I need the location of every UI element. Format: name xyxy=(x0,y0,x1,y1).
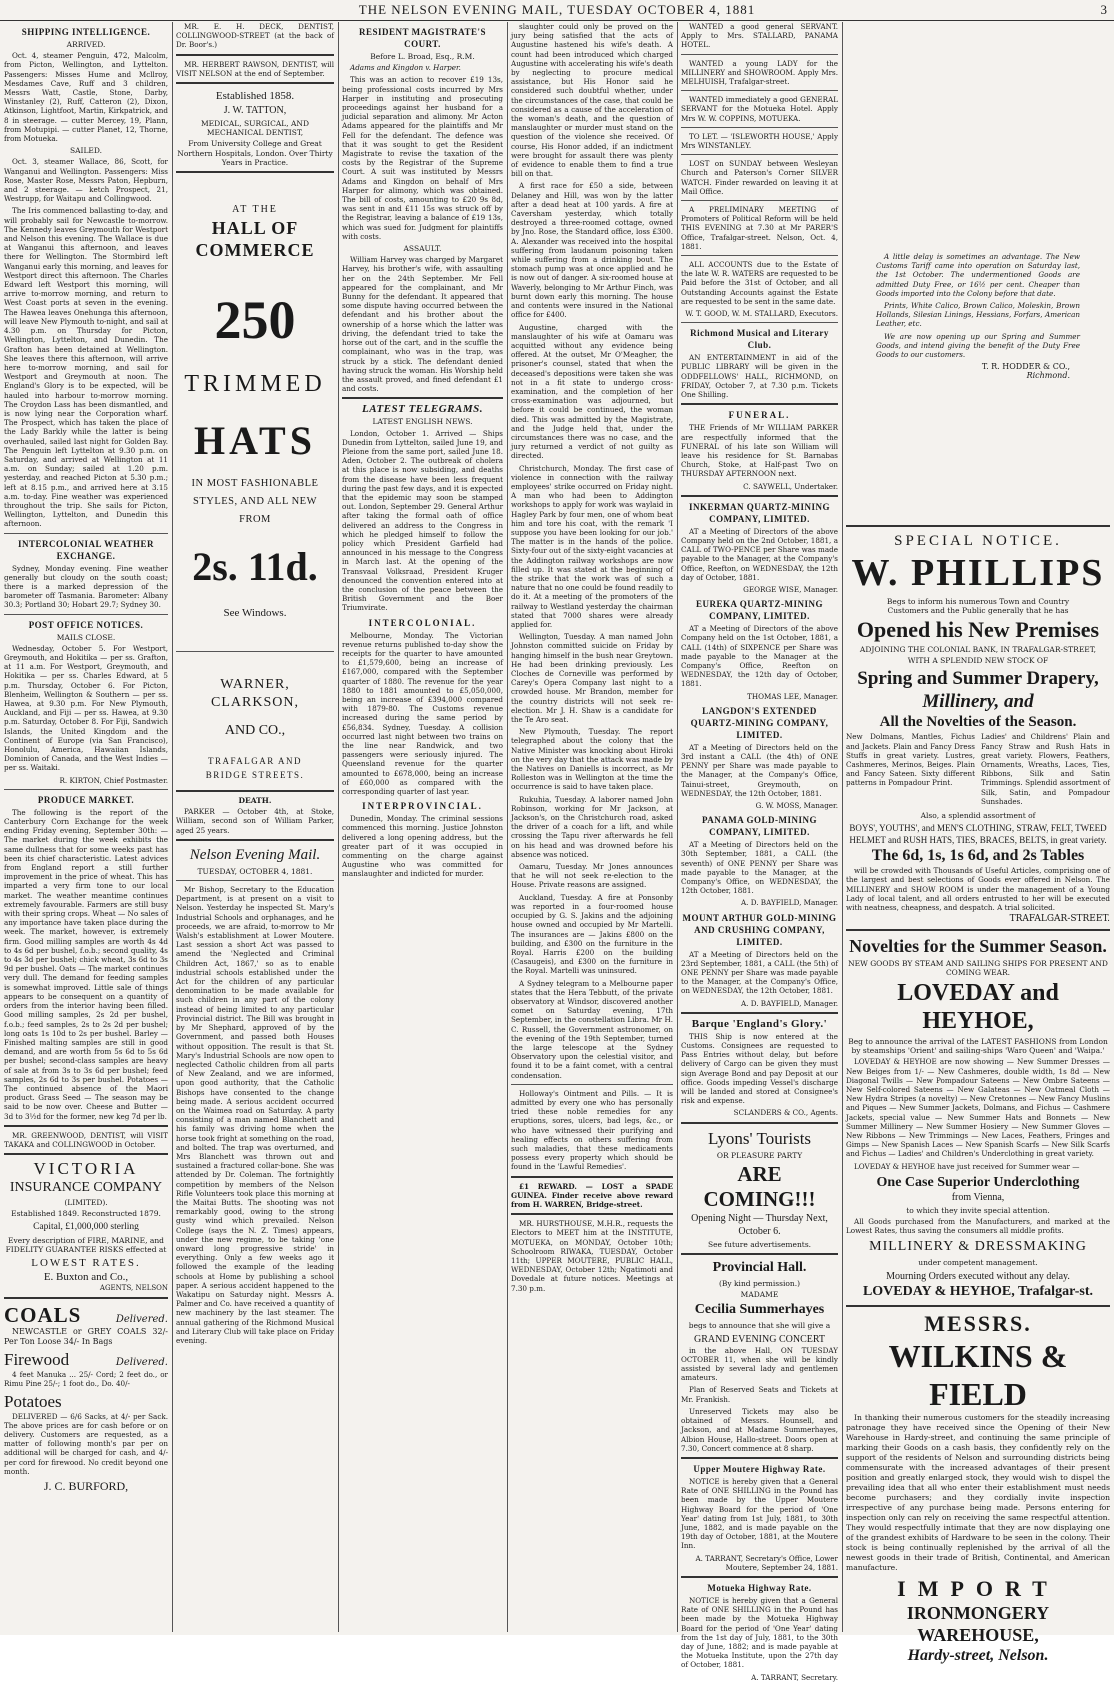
panama-manager: A. D. BAYFIELD, Manager. xyxy=(740,898,838,908)
tatton-established: Established 1858. xyxy=(215,90,295,103)
coals-header xyxy=(4,1303,168,1327)
weather-heading: INTERCOLONIAL WEATHER EXCHANGE. xyxy=(18,538,154,561)
sailed-heading: SAILED. xyxy=(69,146,103,156)
masthead xyxy=(0,0,1114,21)
mourning-orders: Mourning Orders executed without any delay. xyxy=(886,1270,1070,1282)
firewood-title: Firewood xyxy=(4,1350,70,1370)
wanted-general-ad: WANTED immediately a good GENERAL SERVANT for the Motueka Hotel. Apply Mrs W. W. COPPINS, MOTUEKA. xyxy=(681,95,838,123)
spring-drapery: Spring and Summer Drapery, xyxy=(857,668,1099,690)
and-co: AND CO., xyxy=(224,723,286,739)
telegrams-heading: LATEST TELEGRAMS. xyxy=(362,403,483,416)
inkerman-heading: INKERMAN QUARTZ-MINING COMPANY, LIMITED. xyxy=(689,501,830,524)
new-goods: NEW GOODS BY STEAM AND SAILING SHIPS FOR PRESENT AND COMING WEAR. xyxy=(848,958,1108,977)
lyons-tourists: Lyons' Tourists xyxy=(707,1128,812,1148)
motueka-text: NOTICE is hereby given that a General Rate of ONE SHILLING in the Pound has been made by the Motueka Highway Board for the period of 'One Year' dating from the 1st day of July, 1881, to the 30th day of June, 1882; and is made payable at the Motueka Institute, upon the 27th day of October, 1881. xyxy=(681,1595,838,1670)
columns xyxy=(0,22,1114,1682)
death-heading: DEATH. xyxy=(238,796,272,806)
meeting-ad: A PRELIMINARY MEETING of Promoters of Political Reform will be held THIS EVENING at 7.30 at Mr PARER'S Office, Trafalgar-street. Nelson, Oct. 4, 1881. xyxy=(681,205,838,251)
inkerman-manager: GEORGE WISE, Manager. xyxy=(743,584,838,594)
coals-delivered: Delivered. xyxy=(115,1314,168,1326)
opened-premises: Opened his New Premises xyxy=(856,617,1100,643)
also-text: Also, a splendid assortment of xyxy=(920,811,1036,821)
column-1 xyxy=(4,22,168,1632)
millinery-dressmaking: MILLINERY & DRESSMAKING xyxy=(869,1239,1087,1255)
insurance-text: Every description of FIRE, MARINE, and FIDELITY GUARANTEE RISKS effected at xyxy=(5,1235,167,1254)
loveday-heading: LOVEDAY and HEYHOE, xyxy=(897,979,1059,1034)
provincial-sub: (By kind permission.) xyxy=(718,1279,801,1289)
funeral-text: THE Friends of Mr WILLIAM PARKER are respectfully informed that the FUNERAL of his late son William will leave his residence for St. Barnabas Church, Stoke, at Half-past Two on THURSDAY AFTERNOON next. xyxy=(681,423,838,479)
sailed-text: Oct. 3, steamer Wallace, 86, Scott, for Wanganui and Wellington. Passengers: Miss Rose, Master Rose, Messrs Paton, Hepburn, and 2 steerage. — ketch Prospect, 21, Westrupp, for Waitapu and Collingwood. xyxy=(4,157,168,204)
inkerman-text: AT a Meeting of Directors of the above Company held on the 2nd October, 1881, a CALL of TWO-PENCE per Share was made payable to the Manager, at the Company's Office, Reefton, on WEDNESDAY, the 12th day of October, 1881. xyxy=(681,526,838,582)
potatoes-title: Potatoes xyxy=(4,1391,62,1411)
wanted-lady-ad: WANTED a young LADY for the MILLINERY and SHOWROOM. Apply Mrs. MELHUISH, Trafalgar-street. xyxy=(681,58,838,87)
loveday-received: LOVEDAY & HEYHOE have just received for Summer wear — xyxy=(854,1161,1080,1171)
panama-text: AT a Meeting of Directors held on the 30th September, 1881, a CALL (the seventh) of ONE PENNY per Share was made payable to the Manager, at the Company's Office, on WEDNESDAY, the 12th October, 1881. xyxy=(681,840,838,896)
produce-heading: PRODUCE MARKET. xyxy=(37,794,135,805)
col4-text-2: A first race for £50 a side, between Delaney and Hill, was won by the latter after a dead heat at 100 yards. A fire at Caversham yesterday, which totally destroyed a three-roomed cottage, owned by Jno. Rose, the Standard office, loss £300. A. Alexander was received into the hospital suffering from laudanum poisoning taken while suffering from a drinking bout. The stomach pump was at once applied and he is now out of danger. A six-roomed house at Waverly, belonging to Mr Arthur Finch, was burnt down early this morning. The house and contents were insured in the National office for £400. xyxy=(511,181,673,320)
english-news-heading: LATEST ENGLISH NEWS. xyxy=(372,417,473,427)
lost-watch-ad: LOST on SUNDAY between Wesleyan Church and Paterson's Corner SILVER WATCH. Finder rewarded on leaving it at Mail Office. xyxy=(681,159,838,196)
column-2 xyxy=(176,22,334,1632)
wellington-text: Wellington, Tuesday. A man named John Johnston committed suicide on Friday by hanging himself in the bush near Greytown. He had been drinking previously. Les Cloches de Corneville was performed by Carey's Opera Company last night to a crowded house. Mr Brandon, member for the country districts will not seek re-election. Mr J. H. Shaw is a candidate for the Te Aro seat. xyxy=(511,632,673,725)
eureka-text: AT a Meeting of Directors of the above Company held on the 1st October, 1881, a CALL (14th) of SIXPENCE per Share was made payable to the Manager at the Company's Office, Reefton on WEDNESDAY, the 12th day of October, 1881. xyxy=(681,624,838,689)
intercolonial-text: Melbourne, Monday. The Victorian revenue returns published to-day show the receipts for the quarter to have amounted to £1,579,600, being an increase of £167,000, compared with the September quarter of 1880. The revenue for the year 1880 to 1881 amounted to £5,050,000, being an increase of £394,000 compared with 1879-80. The Customs revenue increased during the same period by £56,834. Sydney, Tuesday. A collision occurred last night between two trains on the line near Randwick, and two passengers were seriously injured. The Queensland revenue for the quarter amounted to £678,000, being an increase of £60,000 as compared with the corresponding quarter of last year. xyxy=(342,630,503,797)
court-heading: RESIDENT MAGISTRATE'S COURT. xyxy=(359,27,486,49)
deck-ad: MR. E. H. DECK, DENTIST, COLLINGWOOD-STREET (at the back of Dr. Boor's.) xyxy=(176,22,334,50)
are-coming: ARE COMING!!! xyxy=(703,1161,816,1211)
goods-right: Ladies' and Childrens' Plain and Fancy Straw and Rush Hats in great variety. Flowers, Feathers, Ornaments, Wreaths, Laces, Ties, Ribbons, Silk and Satin Trimmings. Splendid assortment of Silk, Satin, and Pompadour Sunshades. xyxy=(981,732,1110,806)
opening-notice: We are now opening up our Spring and Summer Goods, and intend giving the benefit of the Duty Free Goods to our customers. xyxy=(876,331,1080,360)
provincial-hall: Provincial Hall. xyxy=(712,1260,807,1276)
hats: HATS xyxy=(194,418,316,464)
goods-lists xyxy=(846,732,1110,809)
insurance-title: VICTORIA xyxy=(33,1159,139,1179)
interprovincial-text: Dunedin, Monday. The criminal sessions commenced this morning. Justice Johnston delivered a long opening address, but the greater part of it was occupied in commenting on the charge against Augustine who was committed for manslaughter and indicted for murder. xyxy=(342,814,503,879)
season-novelties: All the Novelties of the Season. xyxy=(879,714,1077,731)
insurance-rates: LOWEST RATES. xyxy=(31,1256,141,1269)
vienna-text: to which they invite special attention. xyxy=(906,1205,1050,1215)
warner-clarkson: WARNER, CLARKSON, xyxy=(211,677,299,711)
undertaker: C. SAYWELL, Undertaker. xyxy=(743,481,838,491)
sydney-text: A Sydney telegram to a Melbourne paper states that the Hera Tebbutt, of the private observatory at Windsor, discovered another comet on Saturday evening, 17th September, in the constellation Libra. Mr H. C. Russell, the Government astronomer, on the evening of the 19th September, turned the large telescope at the Sydney Observatory upon the celestial visitor, and found it to be a faint comet, with a central condensation. xyxy=(511,978,673,1080)
arrived-heading: ARRIVED. xyxy=(66,40,106,49)
cecilia-text: begs to announce that she will give a xyxy=(688,1321,831,1331)
coals-title: COALS xyxy=(4,1303,82,1328)
paper-date: TUESDAY, OCTOBER 4, 1881. xyxy=(197,866,313,876)
firewood-text: 4 feet Manuka ... 25/- Cord; 2 feet do., or Rimu Pine 25/-; 1 foot do., Do. 40/- xyxy=(4,1370,168,1389)
funeral-heading: FUNERAL. xyxy=(728,410,791,421)
wilkins-field: WILKINS & FIELD xyxy=(888,1337,1068,1412)
ship-news: The Iris commenced ballasting to-day, and will probably sail for Newcastle to-morrow. The Kennedy leaves Greymouth for Westport and Nelson this evening. The Wallace is due at Wanganui this afternoon, and leaves there for Wellington. The Stormbird left Wanganui early this morning, and leaves for Westport direct this afternoon. The Charles Edward left Westport this morning, will arrive to-morrow morning, and return to West Coast ports at seven in the evening. The Hawea leaves Onehunga this afternoon, will leave New Plymouth to-night, and sail at 4.30 p.m. on Thursday for Picton, Wellington, Lyttelton, and Dunedin. The Grafton has been detained at Wellington. She leaves there this afternoon, will arrive here to-morrow morning, and sail for Westport and Greymouth at noon. The England's Glory is to be expected, will be hauled into harbour to-morrow morning. The Croydon Lass has been dismantled, and is now lying near the Corporation wharf. The Prospect, which has taken the place of the Lady Barkly while the latter is being overhauled, sailed last night for Golden Bay. The Penguin left Lyttelton at 9.30 p.m. on Saturday, and arrived at Wellington at 11 a.m. on Sunday; sailed at 1.20 p.m. yesterday, and reached Picton at 5.30 p.m.; left at 8.15 p.m., and arrived here at 3.15 a.m. to-day. Fine weather was experienced throughout the trip. She sails for Picton, Wellington, Lyttelton, and Dunedin this afternoon. xyxy=(4,206,168,529)
assault-text: William Harvey was charged by Margaret Harvey, his brother's wife, with assaulting her on the 24th September. Mr Fell appeared for the complainant, and Mr Bunny for the defendant. It appeared that some dispute having occurred between the defendant and his brother about the ownership of a horse which the latter was driving, the defendant tried to take the horse out of the cart, and in the scuffle the complainant, who was in the trap, was struck by a stick. The defendant denied having struck the woman. His Worship held the assault proved, and fined defendant £1 and costs. xyxy=(342,255,503,394)
entertainment-ad: AN ENTERTAINMENT in aid of the PUBLIC LIBRARY will be given in the ODDFELLOWS' HALL, RICHMOND, on FRIDAY, October 7, at 7.30 p.m. Tickets One Shilling. xyxy=(681,353,838,400)
loveday-text: Beg to announce the arrival of the LATEST FASHIONS from London by steamships 'Orient' and sailing-ships 'Waro Queen' and 'Waipa.' xyxy=(848,1036,1108,1056)
goods-left: New Dolmans, Mantles, Fichus and Jackets. Plain and Fancy Dress Stuffs in great variety. Lustres, Cashmeres, Merinos, Beiges. Plain and Fancy Sateen. Sixty different patterns in Pompadour Print. xyxy=(846,732,975,788)
phillips-text: Begs to inform his numerous Town and Country Customers and the Public generally that he has xyxy=(886,596,1070,615)
interprovincial-heading: INTERPROVINCIAL. xyxy=(362,801,483,812)
eureka-heading: EUREKA QUARTZ-MINING COMPANY, LIMITED. xyxy=(696,599,823,622)
cecilia-name: Cecilia Summerhayes xyxy=(694,1302,825,1318)
special-notice: SPECIAL NOTICE. xyxy=(894,532,1062,549)
hardy-street: Hardy-street, Nelson. xyxy=(907,1646,1049,1664)
tariff-notice: A little delay is sometimes an advantage. The New Customs Tariff came into operation on Saturday last, the 1st October. The undermentioned Goods are admitted Duty Free, or 16½ per cent. Cheaper than Goods imported into the Colony before that date. xyxy=(876,252,1080,298)
see-windows: See Windows. xyxy=(223,607,287,620)
executors: W. T. GOOD, W. M. STALLARD, Executors. xyxy=(685,309,838,319)
post-heading: POST OFFICE NOTICES. xyxy=(28,619,144,630)
intercolonial-heading: INTERCOLONIAL. xyxy=(368,617,477,628)
upper-moutere-heading: Upper Moutere Highway Rate. xyxy=(693,1463,826,1474)
estate-ad: ALL ACCOUNTS due to the Estate of the late W. R. WATERS are requested to be Paid before the 31st of October, and all Outstanding Accounts against the Estate are requested to be sent in the same date. xyxy=(681,260,838,306)
insurance-limited: (LIMITED). xyxy=(64,1198,108,1208)
adjoining-bank: ADJOINING THE COLONIAL BANK, IN TRAFALGAR-STREET, xyxy=(859,645,1097,655)
at-the: AT THE xyxy=(232,204,278,216)
plan-text: Plan of Reserved Seats and Tickets at Mr. Frankish. xyxy=(681,1385,838,1404)
column-6 xyxy=(846,22,1110,1664)
eureka-manager: THOMAS LEE, Manager. xyxy=(747,691,838,701)
messrs: MESSRS. xyxy=(924,1310,1032,1336)
hats-price: 2s. 11d. xyxy=(192,544,318,590)
telegrams-text: London, October 1. Arrived — Ships Dunedin from Lyttelton, sailed June 19, and Pleione from the same port, sailed June 18. Aden, October 2. The outbreak of cholera at this place is now subsiding, and deaths from the disease have been less frequent during the past few days, and it is expected that the epidemic may soon be stamped out. London, September 29. General Arthur after taking the formal oath of office delivered an address to the Congress in which he pledged himself to follow the policy which President Garfield had announced in his message to the Congress in March last. At the opening of the Transvaal Volksraad, President Kruger denounced the convention entered into at the conclusion of the peace between the British Government and the Boer Triumvirate. xyxy=(342,428,503,613)
column-6-blank xyxy=(846,22,1110,252)
wilkins-text: In thanking their numerous customers for the steadily increasing patronage they have received since the Opening of their New Warehouse in Hardy-street, and continuing the same principle of marking their Goods on a cash basis, they confidently rely on the support of the residents of Nelson and surrounding districts being commensurate with the increased advantages of their present position and greatly enlarged stock, they would wish to dispel the prevailing idea that all who enter their establishment must needs become purchasers; and they cordially invite inspection irrespective of any purchase being made. Persons entering for inspection only can rely on receiving the same respectful attention. They would respectfully intimate that they are now displaying one of the grandest exhibits of Hardware to be seen in the colony. Their stock is being continually replenished by the arrival of all the newest goods in their trade of British, Continental, and American manufacture. xyxy=(846,1412,1110,1572)
new-plymouth-text: New Plymouth, Tuesday. The report telegraphed about the colony that the Native Minister was knocking about Hiroki on the very day that the attack was made by the Natives on Daniells is incorrect, as Mr Rolleston was in Wellington at the time the occurrence is said to have taken place. xyxy=(511,727,673,792)
all-goods: All Goods purchased from the Manufacturers, and marked at the Lowest Rates, thus saving the consumers all middle profits. xyxy=(846,1216,1110,1236)
wanted-servant-ad: WANTED a good general SERVANT. Apply to Mrs. STALLARD, PANAMA HOTEL. xyxy=(681,22,838,50)
page-number: 3 xyxy=(1100,2,1108,17)
tatton-title: MEDICAL, SURGICAL, AND MECHANICAL DENTIST, xyxy=(201,119,309,138)
burford-name: J. C. BURFORD, xyxy=(43,1478,129,1493)
editorial: Mr Bishop, Secretary to the Education Department, is at present on a visit to Nelson. Yesterday he inspected St. Mary's Industrial Schools and orphanages, and he proceeds, we are afraid, to-morrow to Mr Walsh's establishment at Lower Moutere. Last session a short Act was passed to amend the 'Neglected and Criminal Children Act, 1867,' so as to enable industrial schools established under the Act for the children of any particular denomination to be made available for such children in any part of the colony instead of being limited to any particular Provincial district. The Bill was brought in by Mr Shephard, approved of by the Government, and passed both Houses without opposition. The result is that St. Mary's Industrial Schools are now open to neglected Catholic children from all parts of New Zealand, and we are informed, upon good authority, that the Catholic Bishops have consented to the change being made. A serious accident occurred on the Waimea road on Saturday. A party consisting of a man named Blanchett and his family was driving home when the horse took fright at something on the road, and bolted. The trap was overturned, and Mrs Blanchett was thrown out and sustained a fractured collar-bone. She was attended by Dr. Coleman. The fortnightly competition by members of the Nelson Rifle Volunteers took place this morning at the Maitai Butts. The shooting was not remarkably good, owing to the strong gusty wind which prevailed. Nelson College (says the N. Z. Times) appears, under the new regime, to be taking 'one onward long progressive stride' in everything. Only a few weeks ago it followed the example of the leading schools at Home by publishing a school paper. A serious accident happened to the Wakatipu on Saturday night. Messrs A. Palmer and Co. have received a quantity of new machinery by the last steamer. The annual gathering of the Richmond Musical and Literary Club will take place on Friday evening. xyxy=(176,885,334,1345)
barque-text: THIS Ship is now entered at the Customs. Consignees are requested to Pass Entries without delay, but before delivery of Cargo can be given they must sign Average Bond and pay Deposit at our office. Goods impeding Vessel's discharge will be landed and stored at Consignee's risk and expense. xyxy=(681,1031,838,1106)
one-case: One Case Superior Underclothing xyxy=(876,1174,1080,1190)
trafalgar-street: TRAFALGAR-STREET. xyxy=(1009,914,1110,925)
firewood-header xyxy=(4,1350,168,1370)
column-4 xyxy=(511,22,673,1632)
competent-management: under competent management. xyxy=(918,1258,1038,1268)
langdon-heading: LANGDON'S EXTENDED QUARTZ-MINING COMPANY, LIMITED. xyxy=(690,705,829,740)
summer-novelties: Novelties for the Summer Season. xyxy=(849,935,1107,956)
mount-arthur-manager: A. D. BAYFIELD, Manager. xyxy=(740,998,838,1008)
loveday-goods: LOVEDAY & HEYHOE are now showing — New Summer Dresses — New Beiges from 1/- — New Cashmeres, double width, 1s 8d — New Diagonal Twills — New Pompadour Sateens — New Ombre Sateens — New Self-colored Sateens — New Galateas — New Oatmeal Cloth — New Hydra Stripes (a novelty) — New Cretonnes — New Fancy Muslins and Piques — New Summer Jackets, Dolmans, and Fichus — Cashmere Jackets, special value — New Summer Hats and Bonnets — New Summer Millinery — New Summer Hosiery — New Summer Gloves — New Ribbons — New Trimmings — New Laces, Feathers, Fringes and Gimps — New Spanish Laces — New Spanish Scarfs — New Silk Scarfs and Fichus — Ladies' and Children's Underclothing in great variety. xyxy=(846,1057,1110,1159)
insurance-agent-location: AGENTS, NELSON xyxy=(99,1283,168,1292)
post-text: Wednesday, October 5. For Westport, Greymouth, and Hokitika — per ss. Grafton, at 11 a.m. For Westport, Greymouth, and Hokitika — per ss. Charles Edward, at 5 p.m. Thursday, October 6. For Picton, Blenheim, Wellington & Southern — per ss. Hawea, at 9.30 p.m. For New Plymouth, Auckland, and Fiji — per ss. Hawea, at 9.30 p.m. Saturday, October 8. For Fiji, Sandwich Islands, the United Kingdom and the Continent of Europe (via San Francisco), Honolulu, America, Hawaiian Islands, Dominion of Canada, and the West Indies — per ss. Waitaki. xyxy=(4,643,168,773)
reserved-text: Unreserved Tickets may also be obtained of Messrs. Hounsell, and Jackson, and at Madame Summerhayes, Albion House, Hallo-street. Doors open at 7.30, Concert commence at 8 sharp. xyxy=(681,1406,838,1453)
grand-text: in the above Hall, ON TUESDAY OCTOBER 11, when she will be kindly assisted by several lady and gentlemen amateurs. xyxy=(681,1345,838,1383)
grand-concert: GRAND EVENING CONCERT xyxy=(693,1333,826,1345)
hall-of-commerce: HALL OF COMMERCE xyxy=(195,218,315,261)
mails-heading: MAILS CLOSE. xyxy=(56,632,116,642)
column-3 xyxy=(342,22,503,1632)
hodder-town: Richmond. xyxy=(1026,371,1070,381)
column-5 xyxy=(681,22,838,1682)
tatton-text: From University College and Great Northern Hospitals, London. Over Thirty Years in Practice. xyxy=(177,139,333,167)
see-future: See future advertisements. xyxy=(707,1239,812,1249)
greenwood-ad: MR. GREENWOOD, DENTIST, will VISIT TAKAKA and COLLINGWOOD in October. xyxy=(4,1130,168,1149)
rawson-ad: MR. HERBERT RAWSON, DENTIST, will VISIT NELSON at the end of September. xyxy=(176,59,334,78)
phillips-name: W. PHILLIPS xyxy=(851,551,1105,594)
oamaru-text: Oamaru, Tuesday. Mr Jones announces that he will not seek re-election to the House. Private reasons are assigned. xyxy=(511,862,673,890)
col4-court-text: Augustine, charged with the manslaughter of his wife at Oamaru was acquitted without any evidence being offered. At the outset, Mr O'Meagher, the prisoner's counsel, stated that when the deceased's depositions were taken she was not in a fit state to undergo cross-examination, and the completion of her cross-examination was adjourned, but before it could be continued, the woman died. This was admitted by the Magistrate, and the Judge held that, under the circumstances there was no case, and the jury returned a verdict of not guilty as directed. xyxy=(511,322,673,461)
barque-agents: SCLANDERS & CO., Agents. xyxy=(733,1108,838,1118)
insurance-established: Established 1849. Reconstructed 1879. xyxy=(11,1209,161,1219)
tables-text: will be crowded with Thousands of Useful Articles, comprising one of the largest and best selections of Goods ever offered in Nelson. The MILLINERY and SHOW ROOM is under the management of a Young Lady of local talent, and all orders entrusted to her will be executed with neatness, cheapness, and despatch. A trial solicited. xyxy=(846,866,1110,913)
court-case: Adams and Kingdon v. Harper. xyxy=(350,63,461,73)
tables-heading: The 6d, 1s, 1s 6d, and 2s Tables xyxy=(871,847,1085,865)
import-heading: IMPORT xyxy=(897,1575,1059,1601)
to-let-ad: TO LET. — 'ISLEWORTH HOUSE,' Apply Mrs WINSTANLEY. xyxy=(681,131,838,151)
langdon-manager: G. W. MOSS, Manager. xyxy=(755,800,838,810)
panama-heading: PANAMA GOLD-MINING COMPANY, LIMITED. xyxy=(701,815,818,838)
boys-clothing: BOYS', YOUTHS', and MEN'S CLOTHING, STRAW, FELT, TWEED HELMET and RUSH HATS, TIES, BRACES, BELTS, in great variety. xyxy=(849,823,1107,846)
insurance-name: INSURANCE COMPANY xyxy=(9,1180,163,1196)
upper-moutere-secretary: A. TARRANT, Secretary's Office, Lower Moutere, September 24, 1881. xyxy=(695,1553,838,1572)
opening-night: Opening Night — Thursday Next, October 6. xyxy=(691,1212,828,1237)
motueka-secretary: A. TARRANT, Secretary. xyxy=(751,1672,838,1682)
mount-arthur-text: AT a Meeting of Directors held on the 23rd September, 1881, a CALL (the 5th) of ONE PENNY per Share was made payable to the Manager, at the Company's Office, on WEDNESDAY, the 12th October, 1881. xyxy=(681,949,838,996)
ironmongery-warehouse: IRONMONGERY WAREHOUSE, xyxy=(906,1602,1050,1645)
death-text: PARKER — October 4th, at Stoke, William, second son of William Parker, aged 25 years. xyxy=(176,807,334,835)
streets: TRAFALGAR AND BRIDGE STREETS. xyxy=(205,756,305,781)
motueka-heading: Motueka Highway Rate. xyxy=(707,1582,812,1593)
prints-list: Prints, White Calico, Brown Calico, Moleskin, Brown Hollands, Silesian Linings, Hessians, Forfars, American Leather, etc. xyxy=(876,301,1080,329)
produce-text: The following is the report of the Canterbury Corn Exchange for the week ending Friday evening, September 30th: — The market during the week exhibits the same dullness that for some weeks past has been its chief characteristic. Latest advices from England report a still further improvement in the price of wheat. This has imparted a very firm tone to our local market. The weather meantime continues extremely favourable. Farmers are still busy with their spring crops. Wheat — No sales of any importance have taken place during the week. The market, however, is extremely firm. Good milling samples are worth 4s 4d to 4s 6d per bushel, f.o.b.; second quality, 4s to 4s 3d per bushel; chick wheat, 3s 6d to 3s 9d per bushel. Oats — The market continues very dull. The demand for feeding samples is somewhat improved. Little sale of things appears to be consequent on a quantity of orders from the interior having been filled. Good milling samples, 2s 2d per bushel, f.o.b.; feed samples, 2s to 2s 2d per bushel; long oats 1s 10d to 2s per bushel. Barley — Finished malting samples are still in good demand, and are worth from 5s 6d to 5s 6d per bushel; second-class samples are heavy of sale at from 3s to 3s 6d per bushel; feed samples, 2s 6d to 3s per bushel. Potatoes — The continued absence of the Maori product. Grass Seed — The season may be said to be now over. Cheese and Butter — 3d to 3½d for the former, new keg 7d per lb. xyxy=(4,807,168,1121)
hursthouse-ad: MR. HURSTHOUSE, M.H.R., requests the Electors to MEET him at the INSTITUTE, MOTUEKA, on MONDAY, October 10th; Schoolroom RIWAKA, TUESDAY, October 11th; UPPER MOUTERE, PUBLIC HALL, WEDNESDAY, October 12th; Ngatimoti and Dovedale at future notices. Meetings at 7.30 p.m. xyxy=(511,1219,673,1293)
assault-heading: ASSAULT. xyxy=(403,244,442,254)
lyons-sub: OR PLEASURE PARTY xyxy=(716,1150,803,1160)
paper-title: Nelson Evening Mail. xyxy=(189,846,321,863)
masthead-title: THE NELSON EVENING MAIL, TUESDAY OCTOBER 4, 1881 xyxy=(358,2,756,17)
richmond-heading: Richmond Musical and Literary Club. xyxy=(690,328,829,351)
column-6-blank xyxy=(846,381,1110,521)
langdon-text: AT a Meeting of Directors held on the 3rd instant a CALL (the 4th) of ONE PENNY per Share was made payable to the Manager, at the Company's Office, Tainui-street, Greymouth, on WEDNESDAY, the 12th October, 1881. xyxy=(681,742,838,798)
mount-arthur-heading: MOUNT ARTHUR GOLD-MINING AND CRUSHING COMPANY, LIMITED. xyxy=(682,912,837,947)
weather-text: Sydney, Monday evening. Fine weather generally but cloudy on the south coast; there is a marked depression of the barometer off Tasmania. Barometer: Albany 30.3; Portland 30; Hobart 29.7; Sydney 30. xyxy=(4,563,168,610)
loveday-address: LOVEDAY & HEYHOE, Trafalgar-st. xyxy=(862,1283,1094,1299)
barque-heading: Barque 'England's Glory.' xyxy=(691,1017,828,1030)
arrived-text: Oct. 4, steamer Penguin, 472, Malcolm, from Picton, Wellington, and Lyttelton. Passengers: Misses Hume and Mcllroy, Mesdames Cave, Ruff and 3 children, Messrs Watt, Castle, Stone, Darby, Winstanley (2), Ruff, Catteron (2), Dixon, Atkinson, Lightfoot, Martin, Kirkpatrick, and 8 in steerage. — cutter Mercey, 19, Plann, from Motupipi. — cutter Planet, 12, Thorne, from Motueka. xyxy=(4,51,168,144)
millinery: Millinery, and xyxy=(922,691,1034,713)
auckland-text: Auckland, Tuesday. A fire at Ponsonby was reported in a four-roomed house occupied by G. S. Jakins and the adjoining house owned and occupied by Mr Martelli. The insurances are — Jakins £800 on the building, and £300 on the furniture in the Royal. Harris £200 on the building (Casaugeis), and £300 on the furniture in the Royal. Martelli was uninsured. xyxy=(511,892,673,976)
potatoes-text: DELIVERED — 6/6 Sacks, at 4/- per Sack. The above prices are for cash before or on delivery. Customers are requested, as a matter of following month's par per on additional will be charged for cash, and 4/- per cord for firewood. No credit beyond one month. xyxy=(4,1411,168,1476)
new-stock: WITH A SPLENDID NEW STOCK OF xyxy=(907,656,1049,666)
tatton-name: J. W. TATTON, xyxy=(223,105,287,117)
trimmed: TRIMMED xyxy=(184,371,326,398)
hodder-name: T. R. HODDER & CO., xyxy=(981,362,1070,372)
rukuhia-text: Rukuhia, Tuesday. A laborer named John Robinson, working for Mr Jackson, at Jackson's, on the Christchurch road, asked the driver of a coach for a lift, and while crossing the Tapu river afterwards he fell on his head and was drowned before his absence was noticed. xyxy=(511,794,673,859)
insurance-agent: E. Buxton and Co., xyxy=(43,1270,129,1283)
hats-text: IN MOST FASHIONABLE STYLES, AND ALL NEW FROM xyxy=(191,478,319,526)
upper-moutere-text: NOTICE is hereby given that a General Rate of ONE SHILLING in the Pound has been made by the Upper Moutere Highway Board for the period of 'One Year' dating from 1st July, 1881, to 30th June, 1882, and is made payable on the 19th day of October, 1881, at the Moutere Inn. xyxy=(681,1476,838,1551)
firewood-delivered: Delivered. xyxy=(115,1357,168,1369)
col4-text-1: slaughter could only be proved on the jury being satisfied that the acts of Augustine hastened his wife's death. A count had been introduced which charged Augustine with accelerating his wife's death by neglecting to procure medical assistance, but His Honor said he considered such doubtful whether, under the circumstances of the case, that could be considered as a cause of the acceleration of the woman's death, and the question of manslaughter or murder must stand on the question of the violence she received. Of course, His Honor added, if an indictment were brought for assault there was plenty of evidence to enable them to find a true bill on that. xyxy=(511,22,673,179)
court-text: This was an action to recover £19 13s, being professional costs incurred by Mrs Harper in instituting and prosecuting proceedings against her husband for a judicial separation and alimony. Mr Acton Adams appeared for the plaintiffs and Mr Fell for the defendant. The defence was that it was sought to get the Resident Magistrate to revise the taxation of the costs by the Registrar of the Supreme Court. A suit was instituted by Messrs Adams and Kingdon on behalf of Mrs Harper for alimony, which was obtained. The bill of costs, amounting to £20 9s 8d, was sent in and £11 15s was struck off by the Registrar, leaving a balance of £19 13s, which was sued for. Judgment for plaintiffs with costs. xyxy=(342,75,503,241)
madame: MADAME xyxy=(740,1290,779,1300)
holloway-ad: Holloway's Ointment and Pills. — It is admitted by every one who has personally tried these noble remedies for any eruptions, sores, ulcers, bad legs, &c., or who have witnessed their purifying and healing effects on others suffering from such maladies, that these medicaments possess every property which should be found in the 'Lawful Remedies'. xyxy=(511,1088,673,1172)
insurance-capital: Capital, £1,000,000 sterling xyxy=(33,1221,139,1232)
court-sub: Before L. Broad, Esq., R.M. xyxy=(370,52,475,61)
hats-number: 250 xyxy=(214,290,296,351)
christchurch-text: Christchurch, Monday. The first case of violence in connection with the railway employees' strike occurred on Friday night. A man who had been to Addington workshops to apply for work was waylaid in Hagley Park by four men, one of whom beat him and tore his coat, with the remark 'I suppose you have been looking for our job.' The matter is in the hands of the police. Sixty-four out of the sixty-eight vacancies at the Addington railway workshops are now filled up. It was stated at the beginning of the strike that the work was of such a nature that no one could be found readily to do it. At a meeting of the promoters of the railway to Westland yesterday the chairman stated that 7000 shares were already applied for. xyxy=(511,463,673,629)
reward-ad: £1 REWARD. — LOST a SPADE GUINEA. Finder receive above reward from H. WARREN, Bridge-street. xyxy=(511,1181,673,1209)
post-signature: R. KIRTON, Chief Postmaster. xyxy=(59,775,168,785)
from-vienna: from Vienna, xyxy=(951,1191,1005,1203)
coals-text: NEWCASTLE or GREY COALS 32/- Per Ton Loose 34/- In Bags xyxy=(4,1327,168,1347)
shipping-heading: SHIPPING INTELLIGENCE. xyxy=(21,27,151,37)
